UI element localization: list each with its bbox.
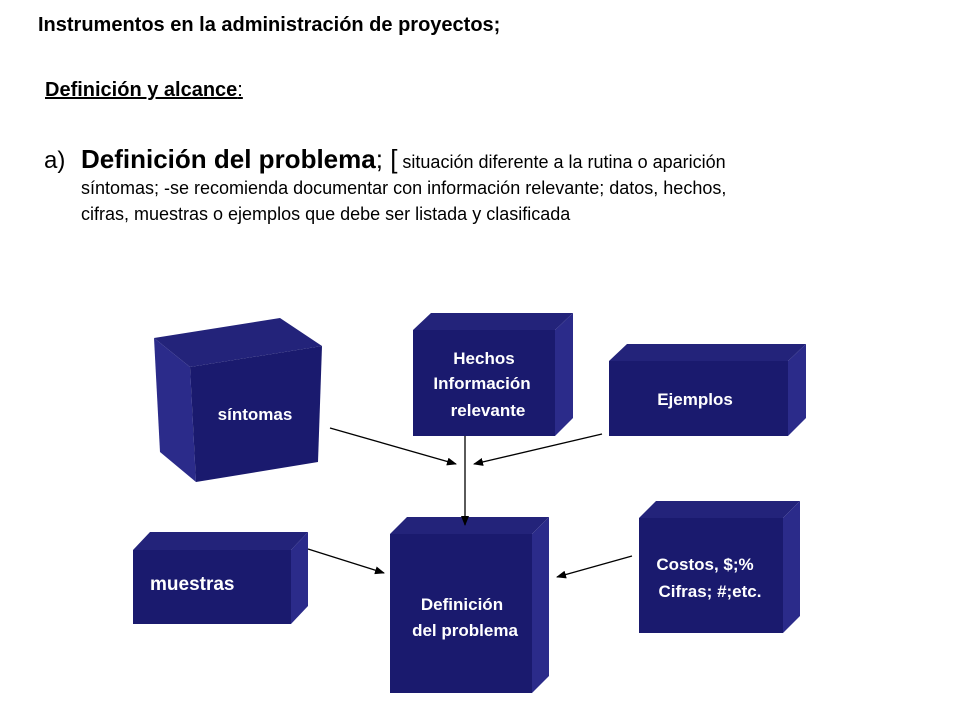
arrow-costos: [557, 556, 632, 577]
list-marker: a): [44, 147, 66, 174]
box-costos-label-1: Costos, $;%: [656, 555, 754, 574]
item-text-line-1: situación diferente a la rutina o aparición: [397, 152, 726, 172]
box-definicion-side: [532, 517, 549, 693]
item-heading-separator: ;: [375, 144, 383, 174]
box-ejemplos: [609, 344, 806, 436]
box-hechos-top: [413, 313, 573, 330]
item-text-line-2: síntomas; -se recomienda documentar con información relevante; datos, hechos,: [81, 178, 727, 198]
box-costos-top: [639, 501, 800, 518]
box-definicion-label-1: Definición: [420, 595, 504, 614]
box-sintomas: [154, 318, 322, 482]
item-heading: Definición del problema: [81, 144, 376, 174]
item-bracket-char: [: [390, 144, 398, 174]
page-title: Instrumentos en la administración de proyectos;: [38, 14, 501, 36]
box-ejemplos-top: [609, 344, 806, 361]
box-costos: [639, 501, 800, 633]
box-muestras-label: muestras: [150, 574, 235, 595]
box-costos-side: [783, 501, 800, 633]
box-ejemplos-label: Ejemplos: [657, 390, 733, 409]
section-heading-label: Definición y alcance: [45, 79, 238, 101]
box-definicion: [390, 517, 549, 693]
arrow-ejemplos: [474, 434, 602, 464]
box-costos-label-2: Cifras; #;etc.: [658, 582, 762, 601]
section-heading-colon: :: [237, 79, 243, 101]
box-muestras: [133, 532, 308, 624]
box-hechos-label-2: Información: [433, 374, 531, 393]
box-hechos-label-1: Hechos: [453, 349, 515, 368]
box-hechos: [413, 313, 573, 436]
box-sintomas-label: síntomas: [217, 405, 293, 424]
box-muestras-top: [133, 532, 308, 550]
box-definicion-label-2: del problema: [412, 621, 518, 640]
box-costos-face: [639, 518, 783, 633]
box-hechos-side: [555, 313, 573, 436]
item-text-line-3: cifras, muestras o ejemplos que debe ser listada y clasificada: [81, 204, 571, 224]
box-hechos-label-3: relevante: [450, 401, 526, 420]
box-definicion-top: [390, 517, 549, 534]
arrow-muestras: [308, 549, 384, 573]
